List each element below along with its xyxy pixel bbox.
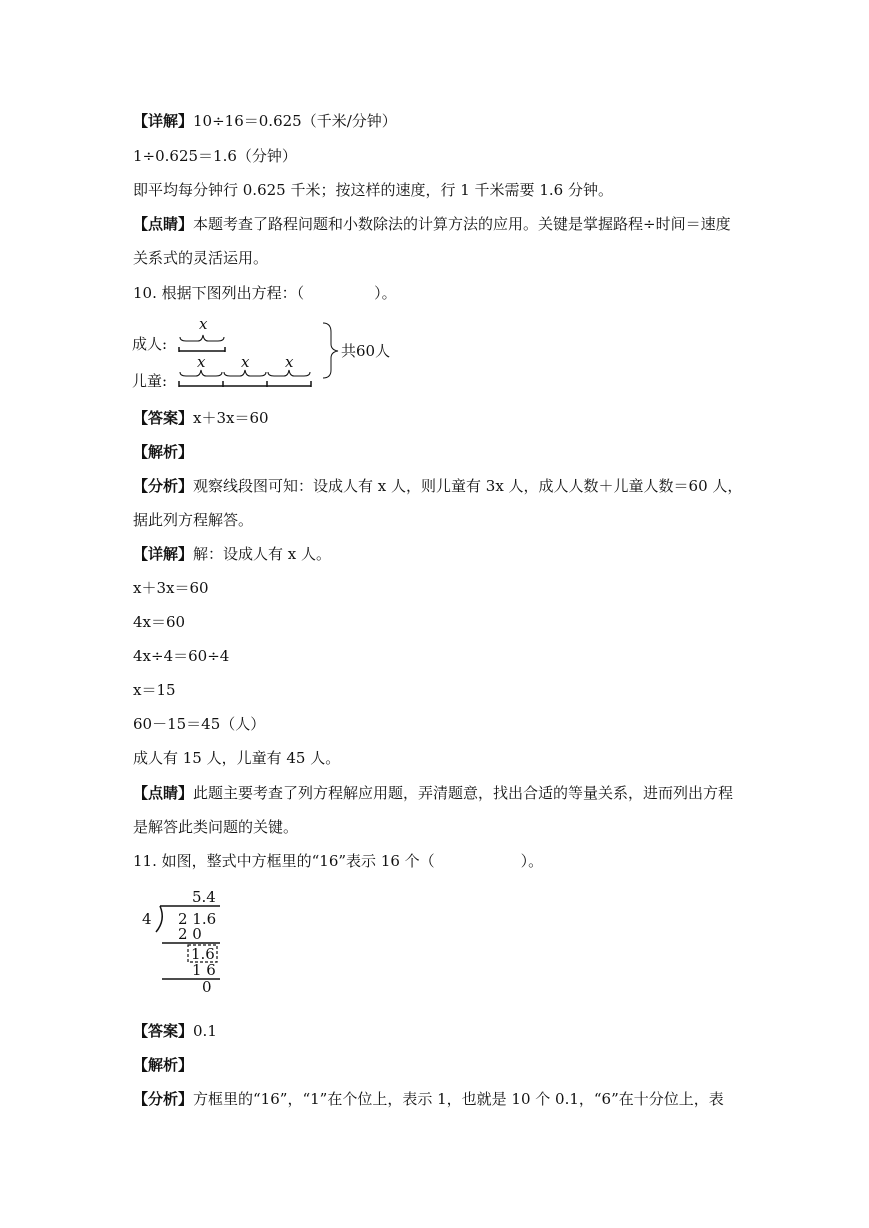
q11-answer: 【答案】0.1 bbox=[133, 1022, 217, 1040]
dividend: 2 1.6 bbox=[178, 910, 217, 928]
q11-stem: 11. 如图，整式中方框里的“16”表示 16 个（ ）。 bbox=[133, 852, 544, 870]
detail-line-1 bbox=[133, 111, 397, 131]
remainder: 0 bbox=[202, 978, 212, 996]
boxed-number: 1.6 bbox=[191, 945, 215, 963]
q10-dianjing-2: 是解答此类问题的关键。 bbox=[133, 818, 299, 836]
q10-answer: 【答案】x＋3x＝60 bbox=[133, 409, 269, 427]
long-division-figure bbox=[138, 884, 238, 996]
q11-fenxi-1: 【分析】方框里的“16”，“1”在个位上，表示 1，也就是 10 个 0.1，“6”在十分位上，表 bbox=[133, 1090, 724, 1108]
q10-step-2: 4x＝60 bbox=[133, 613, 186, 631]
subtract-2: 1 6 bbox=[192, 961, 216, 979]
answer-text: x＋3x＝60 bbox=[193, 409, 269, 427]
q10-step-4: x＝15 bbox=[133, 681, 176, 699]
detail-tag: 【详解】 bbox=[133, 112, 194, 130]
q10-step-3: 4x÷4＝60÷4 bbox=[133, 647, 230, 665]
q10-xiangjie: 【详解】解：设成人有 x 人。 bbox=[133, 545, 332, 563]
answer-text: 0.1 bbox=[193, 1022, 217, 1040]
adult-var-label: x bbox=[199, 315, 208, 333]
dianjing-line-2 bbox=[133, 248, 268, 268]
divisor: 4 bbox=[142, 910, 152, 928]
q10-fenxi-2: 据此列方程解答。 bbox=[133, 511, 254, 529]
detail-line-3 bbox=[133, 180, 613, 200]
detail-line-2 bbox=[133, 146, 297, 166]
child-brace-3 bbox=[268, 370, 310, 376]
division-bracket bbox=[156, 906, 162, 932]
child-label: 儿童: bbox=[132, 372, 168, 390]
q10-analysis-heading: 【解析】 bbox=[133, 443, 194, 461]
child-brace-1 bbox=[180, 370, 222, 376]
detail-text: 10÷16＝0.625（千米/分钟） bbox=[193, 112, 397, 130]
q10-step-5: 60－15＝45（人） bbox=[133, 715, 266, 733]
total-label: 共60人 bbox=[341, 342, 391, 360]
quotient: 5.4 bbox=[192, 888, 216, 906]
q10-stem: 10. 根据下图列出方程：（ ）。 bbox=[133, 284, 397, 302]
dianjing-line-1 bbox=[133, 214, 731, 234]
dianjing-text: 本题考查了路程问题和小数除法的计算方法的应用。关键是掌握路程÷时间＝速度 bbox=[193, 215, 731, 233]
total-brace bbox=[323, 323, 338, 378]
subtract-1: 2 0 bbox=[178, 925, 202, 943]
line-segment-diagram bbox=[130, 314, 400, 392]
adult-label: 成人: bbox=[132, 335, 168, 353]
detail-text: 1÷0.625＝1.6（分钟） bbox=[133, 147, 297, 165]
q10-dianjing-1: 【点睛】此题主要考查了列方程解应用题，弄清题意，找出合适的等量关系，进而列出方程 bbox=[133, 784, 734, 802]
child-var-label-1: x bbox=[197, 353, 206, 371]
child-var-label-3: x bbox=[285, 353, 294, 371]
detail-text: 即平均每分钟行 0.625 千米；按这样的速度，行 1 千米需要 1.6 分钟。 bbox=[133, 181, 613, 199]
dianjing-text: 关系式的灵活运用。 bbox=[133, 249, 269, 267]
dianjing-tag: 【点睛】 bbox=[133, 215, 194, 233]
adult-brace bbox=[180, 335, 224, 341]
q10-fenxi-1: 【分析】观察线段图可知：设成人有 x 人，则儿童有 3x 人，成人人数＋儿童人数＝60 人， bbox=[133, 477, 743, 495]
q10-step-1: x＋3x＝60 bbox=[133, 579, 209, 597]
child-var-label-2: x bbox=[241, 353, 250, 371]
q10-step-6: 成人有 15 人，儿童有 45 人。 bbox=[133, 749, 341, 767]
q11-analysis-heading: 【解析】 bbox=[133, 1056, 194, 1074]
child-brace-2 bbox=[224, 370, 266, 376]
